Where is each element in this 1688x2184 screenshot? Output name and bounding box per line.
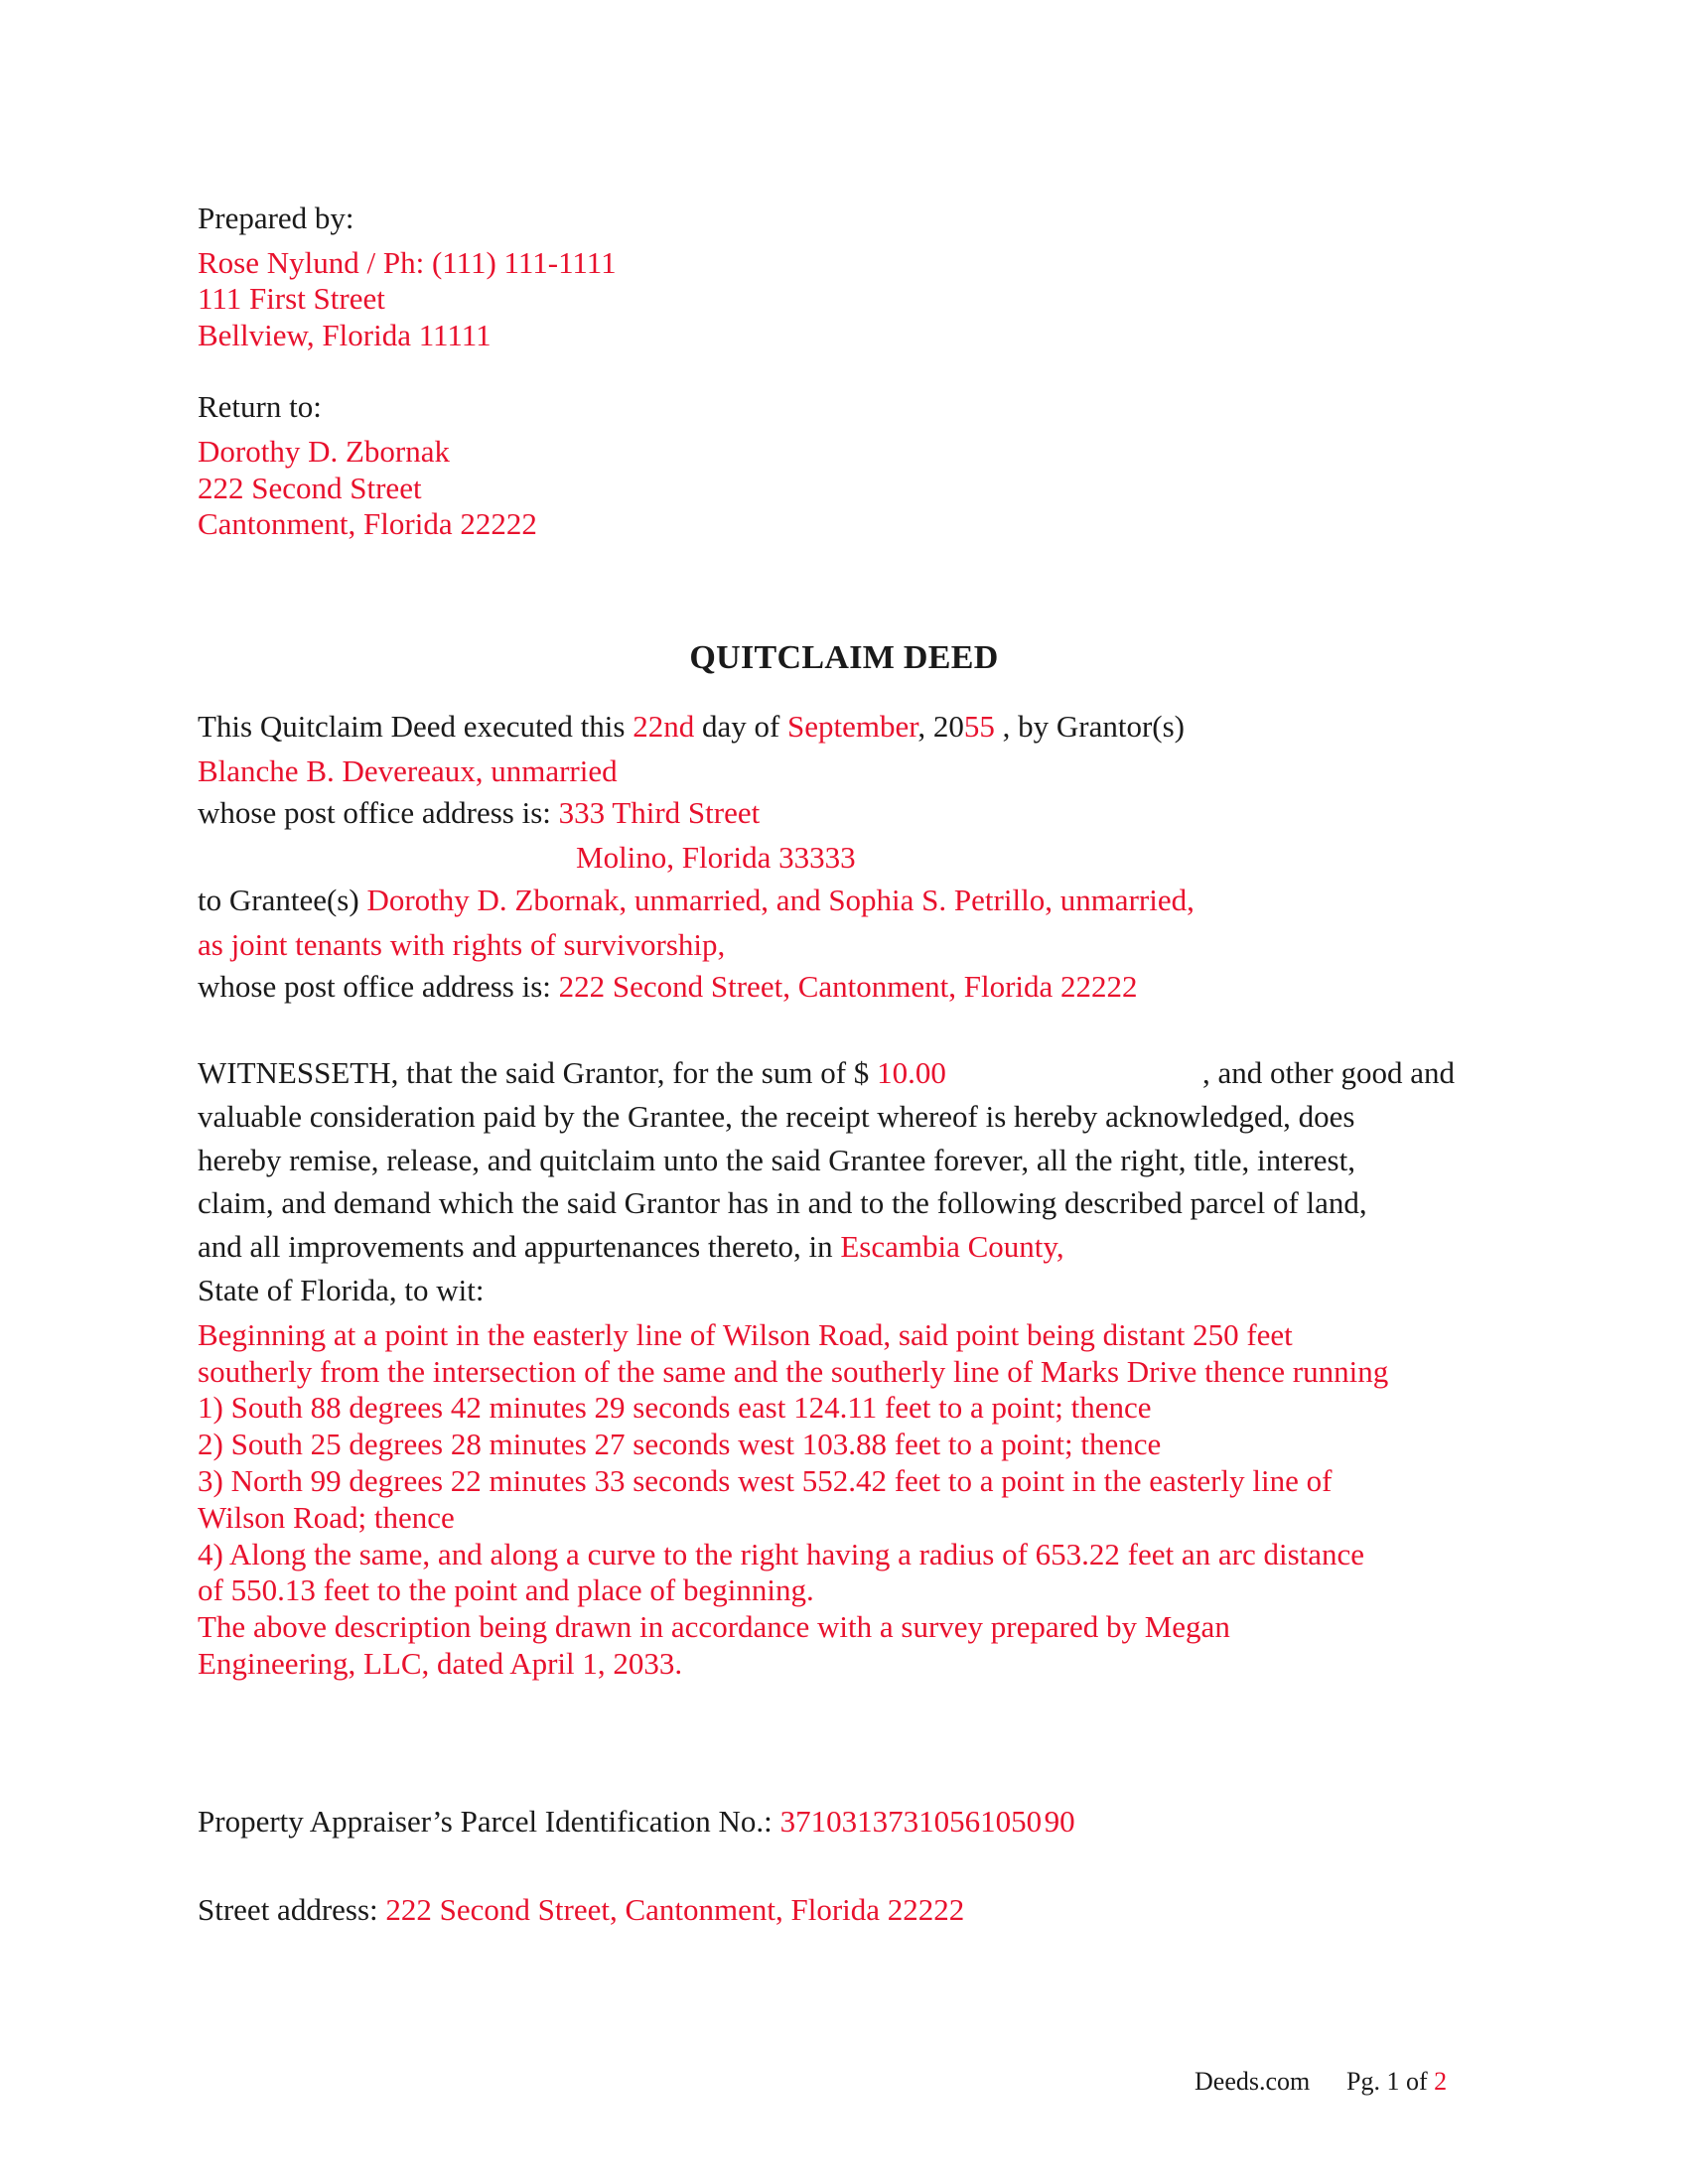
- grantor-address-1: 333 Third Street: [558, 795, 761, 830]
- grantee-address: 222 Second Street, Cantonment, Florida 22222: [558, 969, 1138, 1004]
- legal-description-line: Wilson Road; thence: [198, 1500, 455, 1535]
- grantor-address-label: whose post office address is:: [198, 795, 551, 830]
- return-to-name: Dorothy D. Zbornak: [198, 434, 450, 469]
- execution-month: September: [787, 709, 918, 744]
- street-address-line: [198, 1892, 964, 1928]
- witnesseth-line-2: valuable consideration paid by the Grantee, the receipt whereof is hereby acknowledged, does: [198, 1099, 1355, 1134]
- parcel-id: 37103137310561050 90: [779, 1804, 1075, 1839]
- to-grantee-label: to Grantee(s): [198, 883, 359, 917]
- grantee-tenancy: as joint tenants with rights of survivorship,: [198, 927, 726, 962]
- legal-description-line: 3) North 99 degrees 22 minutes 33 seconds west 552.42 feet to a point in the easterly line of: [198, 1463, 1333, 1498]
- execution-day: 22nd: [633, 709, 695, 744]
- legal-description-line: of 550.13 feet to the point and place of beginning.: [198, 1572, 814, 1607]
- execution-by-grantor: , by Grantor(s): [1002, 709, 1185, 744]
- prepared-by-label: Prepared by:: [198, 201, 354, 235]
- street-address-value: 222 Second Street, Cantonment, Florida 22222: [385, 1892, 965, 1927]
- witnesseth-line-4: claim, and demand which the said Grantor has in and to the following described parcel of land,: [198, 1185, 1367, 1220]
- legal-description-line: The above description being drawn in accordance with a survey prepared by Megan: [198, 1609, 1230, 1644]
- grantee-address-label: whose post office address is:: [198, 969, 551, 1004]
- legal-description-line: 4) Along the same, and along a curve to the right having a radius of 653.22 feet an arc distance: [198, 1537, 1365, 1571]
- parcel-line: [198, 1804, 1075, 1840]
- grantee-line: [198, 883, 1195, 918]
- return-to-city: Cantonment, Florida 22222: [198, 506, 537, 541]
- execution-line: [198, 709, 1185, 745]
- legal-description-line: Engineering, LLC, dated April 1, 2033.: [198, 1646, 683, 1681]
- legal-description-line: southerly from the intersection of the same and the southerly line of Marks Drive thence running: [198, 1354, 1389, 1389]
- execution-prefix: This Quitclaim Deed executed this: [198, 709, 626, 744]
- footer-page-label: Pg. 1 of: [1346, 2067, 1428, 2096]
- witnesseth-line-1: [198, 1055, 946, 1091]
- legal-description-line: 2) South 25 degrees 28 minutes 27 seconds west 103.88 feet to a point; thence: [198, 1427, 1162, 1461]
- footer-page: [1346, 2067, 1447, 2097]
- witnesseth-line-1-suffix: , and other good and: [1202, 1055, 1455, 1090]
- execution-year-suffix: 55: [963, 709, 995, 744]
- street-address-label: Street address:: [198, 1892, 378, 1927]
- parcel-label: Property Appraiser’s Parcel Identification No.:: [198, 1804, 773, 1839]
- legal-description-line: 1) South 88 degrees 42 minutes 29 seconds east 124.11 feet to a point; thence: [198, 1390, 1152, 1425]
- witnesseth-line-3: hereby remise, release, and quitclaim unto the said Grantee forever, all the right, title, interest,: [198, 1143, 1355, 1177]
- prepared-by-name-phone: Rose Nylund / Ph: (111) 111-1111: [198, 245, 617, 280]
- consideration-amount: 10.00: [877, 1055, 946, 1090]
- witnesseth-line-5-prefix: and all improvements and appurtenances thereto, in: [198, 1229, 833, 1264]
- execution-year-prefix: , 20: [917, 709, 964, 744]
- grantee-names: Dorothy D. Zbornak, unmarried, and Sophia S. Petrillo, unmarried,: [366, 883, 1195, 917]
- witnesseth-line-6: State of Florida, to wit:: [198, 1273, 485, 1307]
- county: Escambia County,: [840, 1229, 1064, 1264]
- prepared-by-city: Bellview, Florida 11111: [198, 318, 492, 352]
- return-to-street: 222 Second Street: [198, 471, 422, 505]
- prepared-by-street: 111 First Street: [198, 281, 385, 316]
- grantee-address-line: [198, 969, 1138, 1005]
- grantor-name: Blanche B. Devereaux, unmarried: [198, 753, 618, 788]
- deed-title: QUITCLAIM DEED: [689, 639, 999, 676]
- execution-day-of: day of: [701, 709, 780, 744]
- witnesseth-prefix: WITNESSETH, that the said Grantor, for the sum of $: [198, 1055, 870, 1090]
- footer-page-total: 2: [1434, 2067, 1448, 2096]
- legal-description-line: Beginning at a point in the easterly line of Wilson Road, said point being distant 250 feet: [198, 1317, 1293, 1352]
- return-to-label: Return to:: [198, 389, 322, 424]
- witnesseth-line-5: [198, 1229, 1064, 1265]
- grantor-address-line: [198, 795, 760, 831]
- grantor-address-2: Molino, Florida 33333: [576, 840, 856, 875]
- footer-site: Deeds.com: [1195, 2067, 1311, 2096]
